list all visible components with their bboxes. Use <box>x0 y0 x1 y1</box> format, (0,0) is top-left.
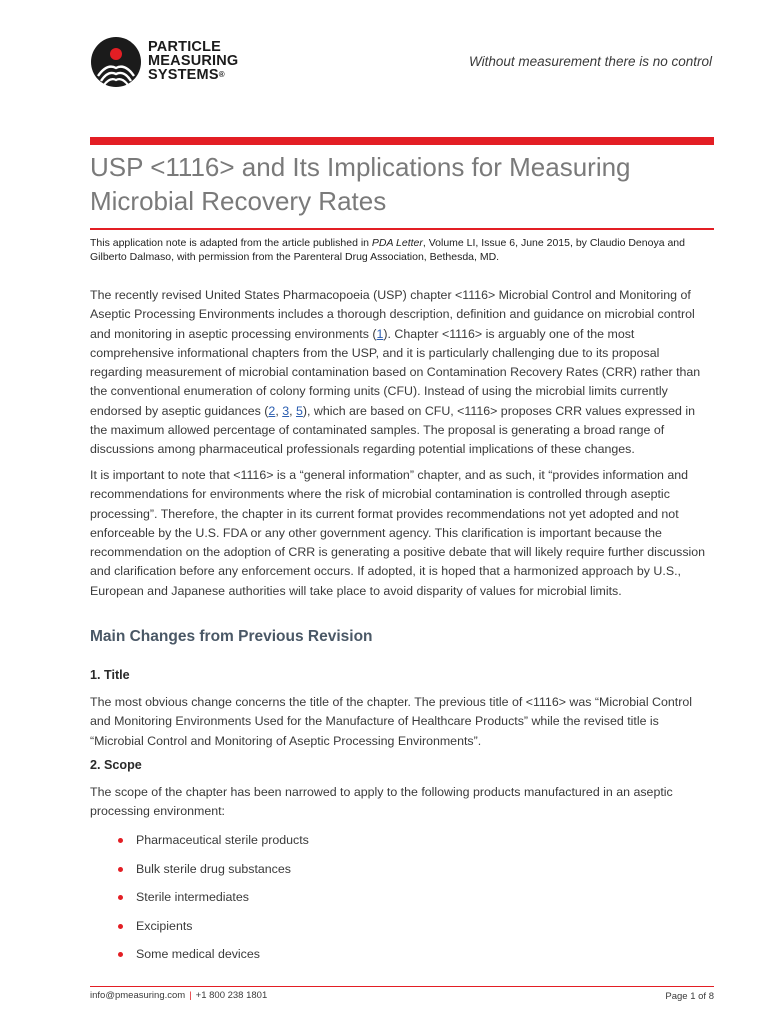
paragraph-scope: The scope of the chapter has been narrowed to apply to the following products manufactured in an aseptic processing environment: <box>90 785 673 819</box>
reference-link-5[interactable]: 5 <box>296 403 303 418</box>
product-list <box>118 830 309 973</box>
logo-wordmark <box>148 40 238 82</box>
section-heading-main-changes: Main Changes from Previous Revision <box>90 628 373 645</box>
paragraph-general-info: It is important to note that <1116> is a “general information” chapter, and as such, it “provides information and recommendations for environments where the risk of microbial contamination is controlled through aseptic processing”. Therefore, the chapter in its current format provides recommendations not yet adopted and not enforceable by the U.S. FDA or any other government agency. This clarification is important because the recommendation on the adoption of CRR is generating a positive debate that will likely require further discussion and clarification before any enforcement occurs. If adopted, it is hoped that a harmonized approach by U.S., European and Japanese authorities will take place to avoid disparity of values for microbial limits. <box>90 468 706 598</box>
paragraph-intro: The recently revised United States Pharmacopoeia (USP) chapter <1116> Microbial Control and Monitoring of Aseptic Processing Environments includes a thorough description, definition and guidance on microbial control and monitoring in aseptic processing environments (1). Chapter <1116> is arguably one of the most comprehensive informational chapters from the USP, and it is particularly challenging due to its proposal regarding measurement of microbial contamination based on Contamination Recovery Rates (CRR) rather than the conventional enumeration of colony forming units (CFU). Instead of using the microbial limits currently endorsed by aseptic guidances (2, 3, 5), which are based on CFU, <1116> proposes CRR values expressed in the maximum allowed percentage of contaminated samples. The proposal is generating a broad range of discussions among pharmaceutical professionals regarding potential implications of these changes. <box>90 288 701 457</box>
page-number: Page 1 of 8 <box>665 991 714 1002</box>
list-item: Bulk sterile drug substances <box>118 859 309 888</box>
title-divider <box>90 228 714 230</box>
footer-phone: +1 800 238 1801 <box>195 990 268 1001</box>
logo-line-1: PARTICLE <box>148 39 222 55</box>
list-item: Some medical devices <box>118 944 309 973</box>
tagline: Without measurement there is no control <box>469 54 712 69</box>
page-header <box>0 0 768 120</box>
bullet-icon <box>118 924 123 929</box>
subheading-title: 1. Title <box>90 668 130 682</box>
logo-line-3: SYSTEMS® <box>148 67 225 83</box>
list-item: Pharmaceutical sterile products <box>118 830 309 859</box>
list-item: Excipients <box>118 916 309 945</box>
logo-mark-icon <box>90 36 142 88</box>
bullet-icon <box>118 895 123 900</box>
footer-separator: | <box>189 990 192 1001</box>
footer-contact <box>90 990 267 1001</box>
registered-mark: ® <box>218 70 225 79</box>
paragraph-title-change: The most obvious change concerns the title of the chapter. The previous title of <1116> was “Microbial Control and Monitoring Environments Used for the Manufacture of Healthcare Products” while the revised title is “Microbial Control and Monitoring of Aseptic Processing Environments”. <box>90 695 692 748</box>
journal-name: PDA Letter <box>371 237 423 249</box>
bullet-icon <box>118 952 123 957</box>
page-title: USP <1116> and Its Implications for Measuring Microbial Recovery Rates <box>90 152 631 216</box>
reference-link-1[interactable]: 1 <box>376 326 384 341</box>
logo-line-2: MEASURING <box>148 53 239 69</box>
header-red-bar <box>90 137 714 145</box>
company-logo[interactable] <box>90 36 260 88</box>
bullet-icon <box>118 867 123 872</box>
attribution-note: This application note is adapted from the article published in PDA Letter, Volume LI, Issue 6, June 2015, by Claudio Denoya and Gilberto Dalmaso, with permission from the Parenteral Drug Association, Bethesda, MD. <box>90 237 685 263</box>
list-item: Sterile intermediates <box>118 887 309 916</box>
footer-email-link[interactable]: info@pmeasuring.com <box>90 990 186 1001</box>
subheading-scope: 2. Scope <box>90 758 142 772</box>
reference-link-3[interactable]: 3 <box>282 403 290 418</box>
bullet-icon <box>118 838 123 843</box>
footer-divider <box>90 986 714 987</box>
reference-link-2[interactable]: 2 <box>268 403 276 418</box>
